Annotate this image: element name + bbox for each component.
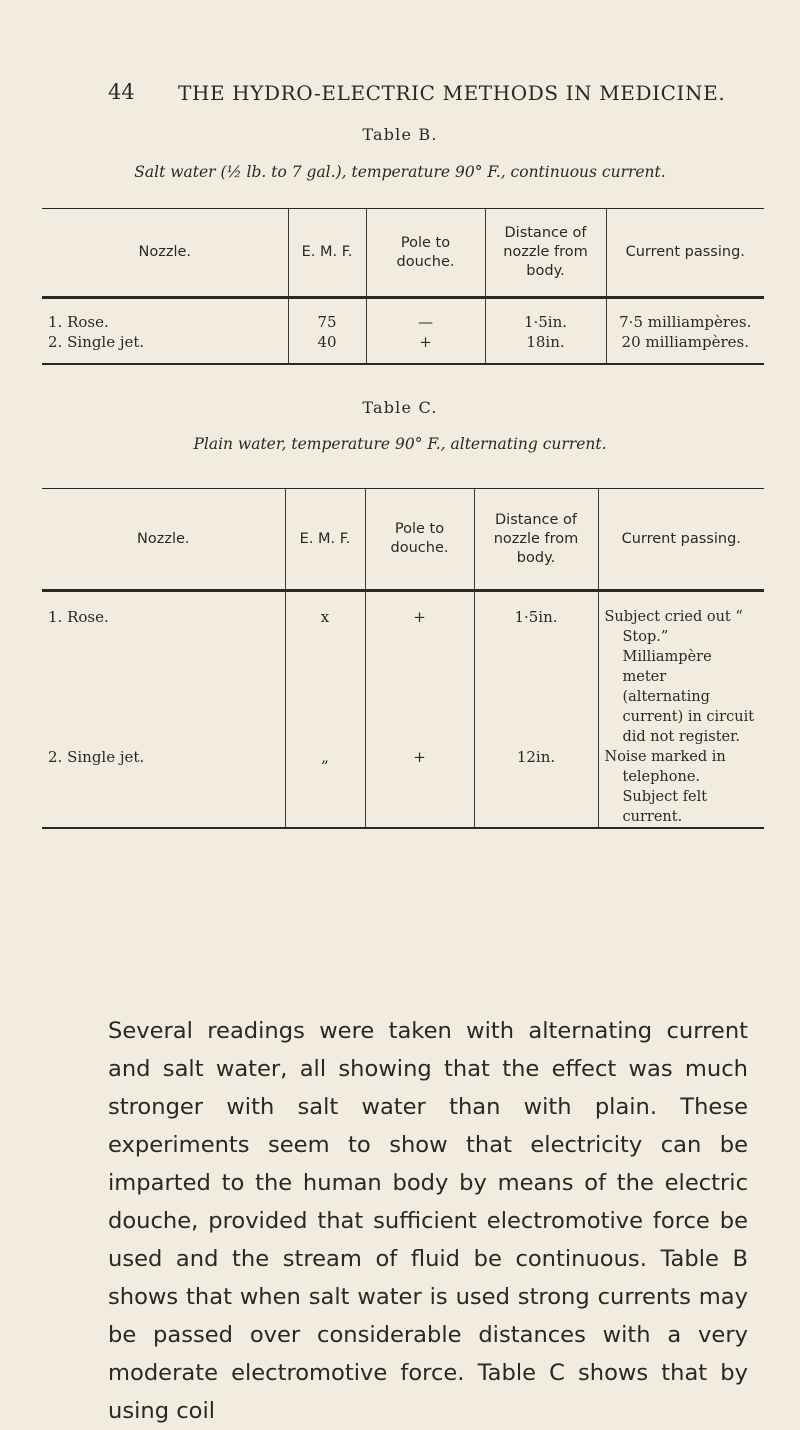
col-header-current: Current passing. [606, 209, 764, 298]
pole-cell: + [365, 747, 474, 828]
running-title: THE HYDRO-ELECTRIC METHODS IN MEDICINE. [178, 81, 726, 105]
current-cell: 7·5 milliampères. [606, 312, 764, 332]
nozzle-cell: 2. Single jet. [42, 332, 288, 364]
nozzle-cell: 1. Rose. [48, 607, 109, 626]
distance-cell: 1·5in. [474, 607, 598, 747]
table-row [42, 747, 764, 828]
distance-cell: 18in. [485, 332, 606, 364]
table-c-header-row [42, 489, 764, 591]
table-b [42, 208, 764, 365]
current-cell-wrap [598, 607, 764, 747]
distance-cell: 1·5in. [485, 312, 606, 332]
table-row [42, 332, 764, 364]
page-number: 44 [108, 80, 135, 104]
current-cell-wrap [598, 747, 764, 828]
col-header-emf: E. M. F. [288, 209, 366, 298]
pole-cell: — [366, 312, 485, 332]
current-cell: Subject cried out “ Stop.” Milliampère meter (alternating current) in circuit did not register. [604, 608, 755, 745]
current-cell: 20 milliampères. [606, 332, 764, 364]
col-header-nozzle: Nozzle. [42, 489, 285, 591]
col-header-emf: E. M. F. [285, 489, 365, 591]
col-header-nozzle: Nozzle. [42, 209, 288, 298]
table-row [42, 607, 764, 747]
col-header-pole: Pole to douche. [366, 209, 485, 298]
body-paragraph: Several readings were taken with alternating current and salt water, all showing that the effect was much stronger with salt water than with plain. These experiments seem to show that electricity can be imparted to the human body by means of the electric douche, provided that sufficient electromotive force be used and the stream of fluid be continuous. Table B shows that when salt water is used strong currents may be passed over considerable distances with a very moderate electromotive force. Table C shows that by using coil [108, 1018, 748, 1424]
distance-cell: 12in. [474, 747, 598, 828]
emf-cell: 75 [288, 312, 366, 332]
nozzle-cell: 1. Rose. [48, 312, 109, 331]
running-header [108, 80, 748, 110]
pole-cell: + [365, 607, 474, 747]
table-c-subtitle: Plain water, temperature 90° F., alternating current. [193, 435, 607, 453]
table-row [42, 312, 764, 332]
col-header-pole: Pole to douche. [365, 489, 474, 591]
emf-cell: „ [285, 747, 365, 828]
col-header-distance: Distance of nozzle from body. [474, 489, 598, 591]
table-b-header-row [42, 209, 764, 298]
col-header-distance: Distance of nozzle from body. [485, 209, 606, 298]
col-header-current: Current passing. [598, 489, 764, 591]
table-c [42, 488, 764, 829]
current-cell: Noise marked in telephone. Subject felt current. [604, 748, 726, 825]
table-b-caption: Table B. [362, 125, 438, 144]
emf-cell: x [285, 607, 365, 747]
emf-cell: 40 [288, 332, 366, 364]
pole-cell: + [366, 332, 485, 364]
nozzle-cell: 2. Single jet. [42, 747, 285, 828]
table-b-subtitle: Salt water (½ lb. to 7 gal.), temperature 90° F., continuous current. [134, 163, 666, 181]
table-c-caption: Table C. [362, 398, 438, 417]
